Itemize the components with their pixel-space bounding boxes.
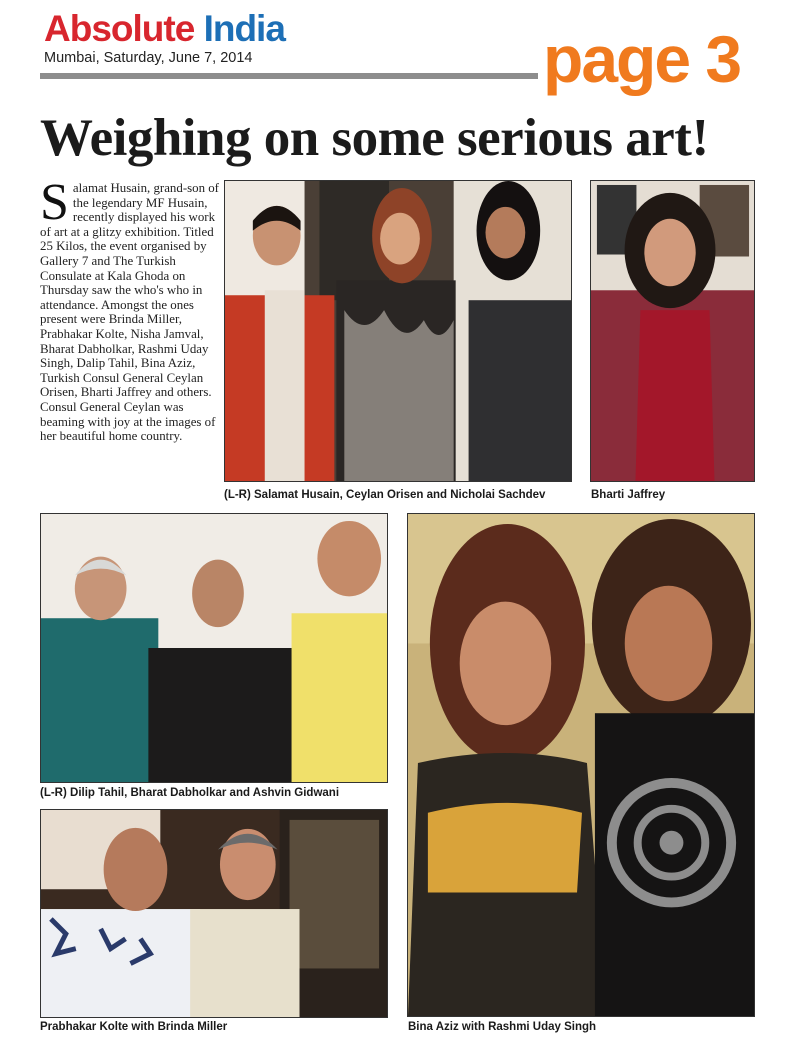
photo-caption: Bina Aziz with Rashmi Uday Singh [408, 1021, 597, 1033]
page-number-label: page 3 [543, 22, 741, 96]
photo-salamat-ceylan-nicholai [224, 180, 572, 482]
drop-cap: S [40, 174, 69, 231]
brand-logo [44, 8, 285, 50]
brand-name-part1: Absolute [44, 8, 195, 49]
brand-name-part2: India [203, 8, 285, 49]
photo-caption: (L-R) Salamat Husain, Ceylan Orisen and Nicholai Sachdev [224, 489, 546, 501]
masthead-rule [40, 73, 538, 79]
article-body-text: alamat Husain, grand-son of the legendary MF Husain, recently displayed his work of art at a glitzy exhibition. Titled 25 Kilos, the event organised by Gallery 7 and The Turkish Consulate at Kala Ghoda on Thursday saw the who's who in attendance. Amongst the ones present were Brinda Miller, Prabhakar Kolte, Nisha Jamval, Bharat Dabholkar, Rashmi Uday Singh, Dalip Tahil, Bina Aziz, Turkish Consul General Ceylan Orisen, Bharti Jaffrey and others. Consul General Ceylan was beaming with joy at the images of her beautiful home country. [40, 181, 219, 444]
article-body [40, 174, 220, 444]
photo-dilip-bharat-ashvin [40, 513, 388, 783]
photo-prabhakar-brinda [40, 809, 388, 1018]
photo-caption: (L-R) Dilip Tahil, Bharat Dabholkar and Ashvin Gidwani [40, 787, 340, 799]
photo-caption: Bharti Jaffrey [591, 489, 666, 501]
photo-caption: Prabhakar Kolte with Brinda Miller [40, 1021, 228, 1033]
photo-bina-rashmi [407, 513, 755, 1017]
article-headline: Weighing on some serious art! [40, 109, 709, 167]
photo-bharti-jaffrey [590, 180, 755, 482]
dateline: Mumbai, Saturday, June 7, 2014 [44, 50, 253, 66]
